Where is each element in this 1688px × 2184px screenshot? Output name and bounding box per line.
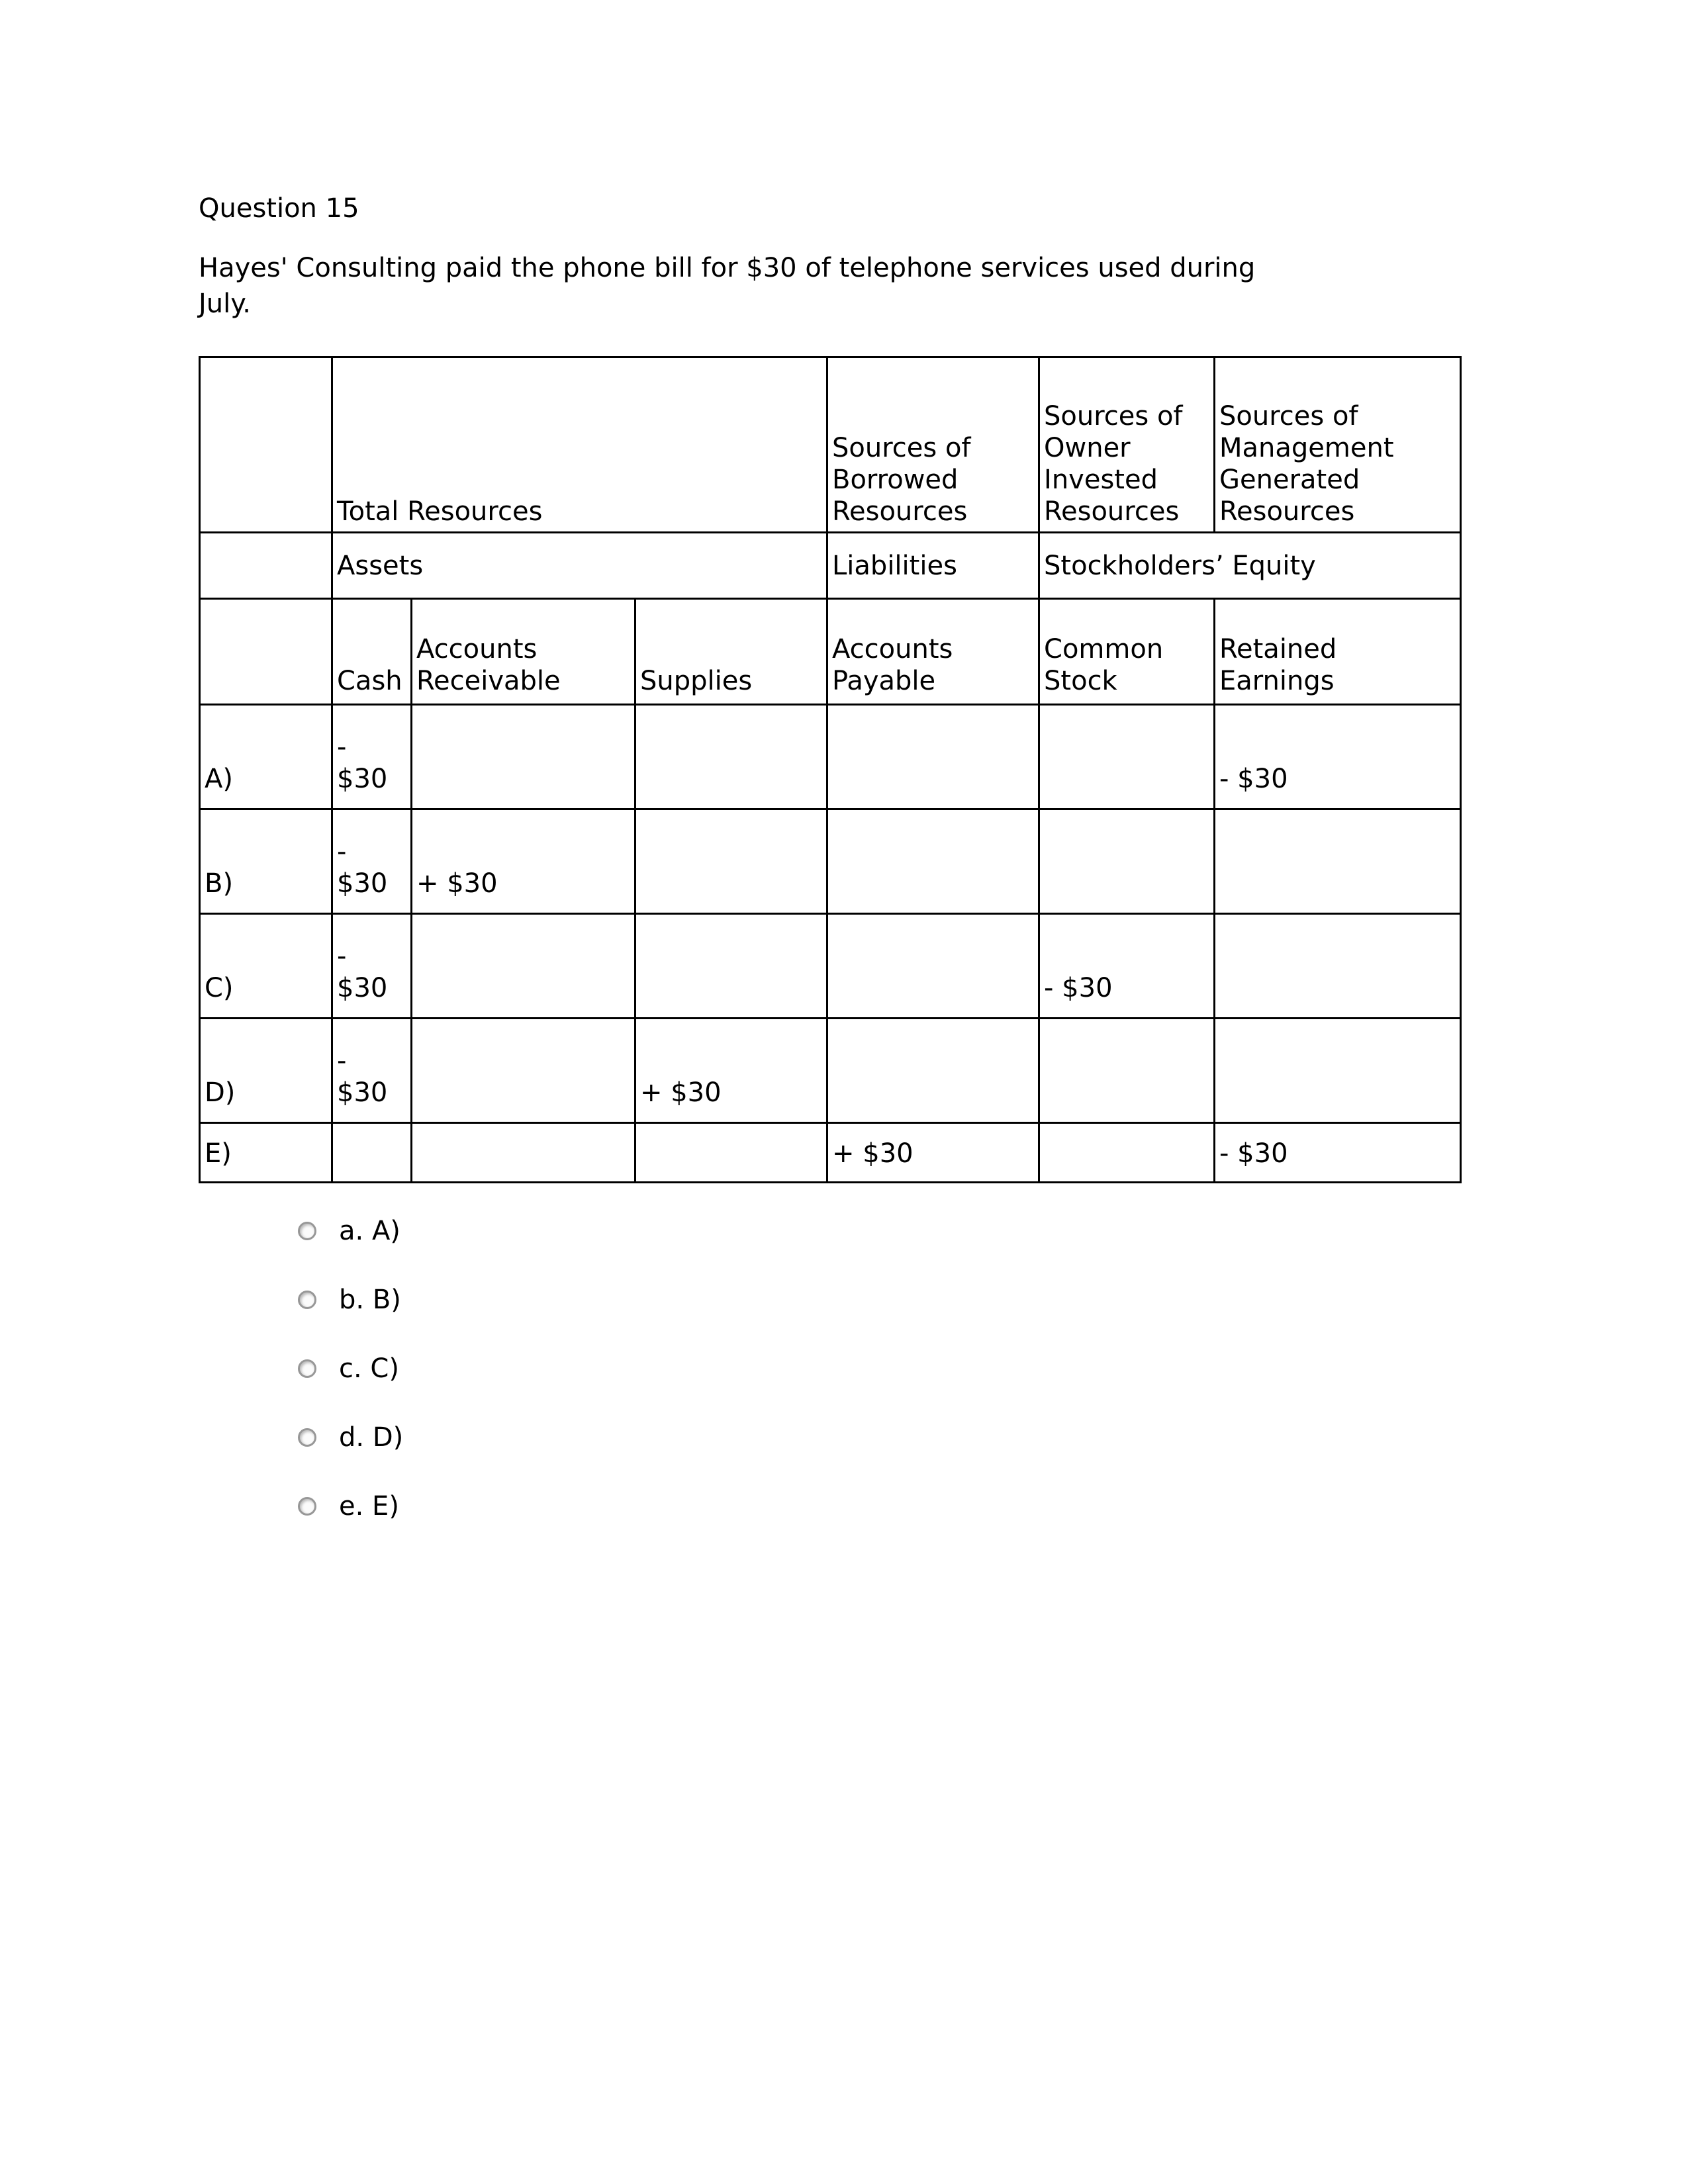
cell-d-retained-earnings xyxy=(1215,1019,1461,1123)
header-accounts-receivable: Accounts Receivable xyxy=(412,599,635,705)
row-label-c: C) xyxy=(200,914,332,1019)
corner-cell xyxy=(200,357,332,533)
cell-d-supplies: + $30 xyxy=(635,1019,827,1123)
header-sources-owner: Sources of Owner Invested Resources xyxy=(1039,357,1215,533)
cell-c-supplies xyxy=(635,914,827,1019)
cell-d-common-stock xyxy=(1039,1019,1215,1123)
option-b-label: b. B) xyxy=(339,1285,401,1315)
option-b[interactable] xyxy=(298,1283,1688,1317)
radio-d-icon[interactable] xyxy=(298,1428,316,1447)
header-common-stock: Common Stock xyxy=(1039,599,1215,705)
header-row-resources xyxy=(200,357,1461,533)
header-sources-borrowed: Sources of Borrowed Resources xyxy=(827,357,1039,533)
header-row-categories xyxy=(200,533,1461,599)
row-label-b: B) xyxy=(200,809,332,914)
radio-a-icon[interactable] xyxy=(298,1222,316,1240)
header-supplies: Supplies xyxy=(635,599,827,705)
answer-options xyxy=(298,1214,1688,1524)
header-stockholders-equity: Stockholders’ Equity xyxy=(1039,533,1461,599)
header-liabilities: Liabilities xyxy=(827,533,1039,599)
cell-e-supplies xyxy=(635,1123,827,1183)
cell-a-accounts-payable xyxy=(827,705,1039,809)
option-c-label: c. C) xyxy=(339,1353,399,1384)
cell-b-cash xyxy=(332,809,412,914)
cell-c-accounts-receivable xyxy=(412,914,635,1019)
cell-c-retained-earnings xyxy=(1215,914,1461,1019)
option-e[interactable] xyxy=(298,1489,1688,1524)
question-text: Hayes' Consulting paid the phone bill for $30 of telephone services used during July. xyxy=(199,253,1256,319)
header-cash: Cash xyxy=(332,599,412,705)
cell-e-cash xyxy=(332,1123,412,1183)
row-label-e: E) xyxy=(200,1123,332,1183)
cell-b-retained-earnings xyxy=(1215,809,1461,914)
row-label-d: D) xyxy=(200,1019,332,1123)
row-label-a: A) xyxy=(200,705,332,809)
header-total-resources: Total Resources xyxy=(332,357,827,533)
cell-d-accounts-payable xyxy=(827,1019,1039,1123)
cell-c-cash-value: - $30 xyxy=(337,941,388,1003)
cell-a-cash xyxy=(332,705,412,809)
table-row-e xyxy=(200,1123,1461,1183)
cell-a-cash-value: - $30 xyxy=(337,732,388,794)
cell-c-accounts-payable xyxy=(827,914,1039,1019)
radio-c-icon[interactable] xyxy=(298,1359,316,1378)
cell-a-supplies xyxy=(635,705,827,809)
cell-b-common-stock xyxy=(1039,809,1215,914)
header-retained-earnings: Retained Earnings xyxy=(1215,599,1461,705)
table-row-a xyxy=(200,705,1461,809)
table-row-c xyxy=(200,914,1461,1019)
corner-cell xyxy=(200,533,332,599)
option-a[interactable] xyxy=(298,1214,1688,1248)
table-row-b xyxy=(200,809,1461,914)
cell-c-cash xyxy=(332,914,412,1019)
cell-d-cash xyxy=(332,1019,412,1123)
option-d-label: d. D) xyxy=(339,1422,404,1453)
cell-a-accounts-receivable xyxy=(412,705,635,809)
header-assets: Assets xyxy=(332,533,827,599)
cell-d-accounts-receivable xyxy=(412,1019,635,1123)
corner-cell xyxy=(200,599,332,705)
cell-c-common-stock: - $30 xyxy=(1039,914,1215,1019)
cell-b-accounts-payable xyxy=(827,809,1039,914)
header-row-accounts xyxy=(200,599,1461,705)
header-sources-management: Sources of Management Generated Resources xyxy=(1215,357,1461,533)
option-e-label: e. E) xyxy=(339,1491,399,1522)
option-c[interactable] xyxy=(298,1351,1688,1386)
cell-d-cash-value: - $30 xyxy=(337,1046,388,1108)
question-number: Question 15 xyxy=(199,193,359,224)
option-d[interactable] xyxy=(298,1420,1688,1455)
table-row-d xyxy=(200,1019,1461,1123)
radio-b-icon[interactable] xyxy=(298,1291,316,1309)
cell-b-supplies xyxy=(635,809,827,914)
cell-e-accounts-receivable xyxy=(412,1123,635,1183)
cell-b-accounts-receivable: + $30 xyxy=(412,809,635,914)
cell-a-retained-earnings: - $30 xyxy=(1215,705,1461,809)
option-a-label: a. A) xyxy=(339,1216,400,1246)
cell-b-cash-value: - $30 xyxy=(337,837,388,899)
transaction-table xyxy=(199,356,1462,1183)
cell-e-accounts-payable: + $30 xyxy=(827,1123,1039,1183)
cell-a-common-stock xyxy=(1039,705,1215,809)
cell-e-common-stock xyxy=(1039,1123,1215,1183)
radio-e-icon[interactable] xyxy=(298,1497,316,1516)
header-accounts-payable: Accounts Payable xyxy=(827,599,1039,705)
cell-e-retained-earnings: - $30 xyxy=(1215,1123,1461,1183)
